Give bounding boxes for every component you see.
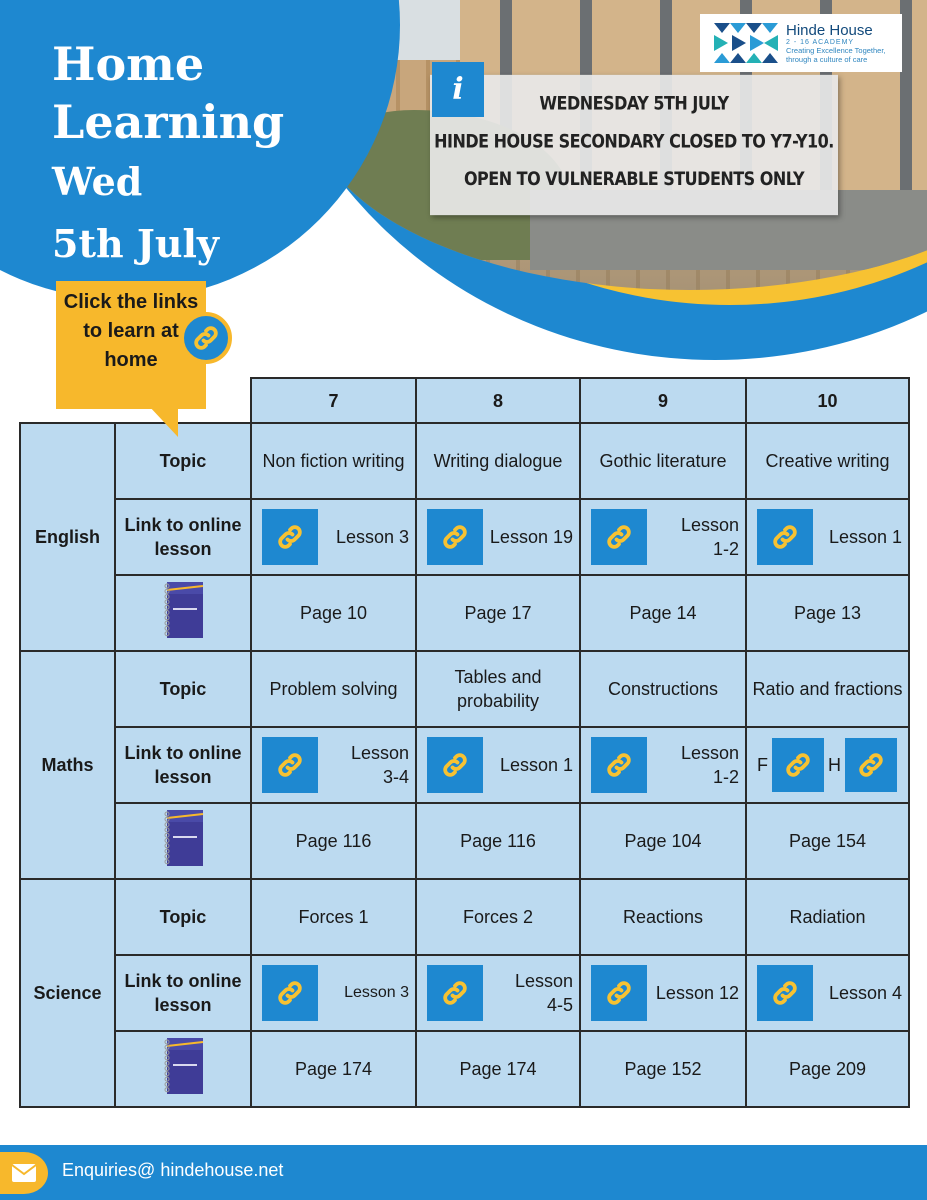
title-line-2: Learning	[52, 95, 285, 149]
topic-cell	[579, 650, 747, 728]
topic-cell	[579, 878, 747, 956]
lesson-link-cell	[250, 498, 417, 576]
link-icon[interactable]	[591, 737, 647, 793]
topic-cell	[250, 878, 417, 956]
book-icon	[161, 1036, 205, 1102]
callout-text: Click the links to learn at home	[63, 291, 199, 371]
page-title	[52, 35, 284, 275]
year-header	[745, 377, 910, 424]
year-header	[579, 377, 747, 424]
page-cell	[250, 574, 417, 652]
link-label-cell	[114, 498, 252, 576]
topic-text: Reactions	[622, 907, 704, 927]
topic-cell	[745, 650, 910, 728]
subject-name: Maths	[41, 755, 94, 775]
link-icon[interactable]	[262, 965, 318, 1021]
lesson-label: Lesson 3	[335, 527, 409, 547]
lesson-label: Lesson 1	[499, 755, 573, 775]
logo-tagline-1: Creating Excellence Together,	[786, 46, 886, 55]
topic-cell	[250, 422, 417, 500]
mail-icon	[0, 1152, 48, 1194]
page-ref: Page 17	[464, 603, 532, 623]
topic-label-cell	[114, 650, 252, 728]
lesson-label: Lesson 12	[655, 983, 739, 1003]
topic-text: Ratio and fractions	[752, 679, 903, 699]
subject-cell	[19, 650, 116, 880]
link-icon[interactable]	[427, 737, 483, 793]
lesson-label: Lesson 4-5	[514, 971, 573, 1015]
lesson-link-cell	[579, 498, 747, 576]
page-cell	[250, 1030, 417, 1108]
lesson-link-cell	[415, 954, 581, 1032]
notice-line-1: WEDNESDAY 5TH JULY	[539, 92, 729, 114]
lesson-label: Lesson 19	[489, 527, 573, 547]
lesson-link-cell	[745, 726, 910, 804]
topic-cell	[415, 878, 581, 956]
higher-label: H	[828, 755, 841, 775]
page-cell	[250, 802, 417, 880]
topic-cell	[579, 422, 747, 500]
closure-notice	[430, 75, 838, 215]
topic-cell	[745, 878, 910, 956]
lesson-link-cell	[415, 726, 581, 804]
lesson-label: Lesson 1-2	[680, 515, 739, 559]
topic-text: Non fiction writing	[262, 451, 405, 471]
topic-cell	[415, 422, 581, 500]
year-label: 9	[657, 390, 668, 411]
topic-text: Forces 2	[462, 907, 534, 927]
page-ref: Page 14	[629, 603, 697, 623]
link-icon[interactable]	[591, 965, 647, 1021]
logo-tagline-2: through a culture of care	[786, 55, 868, 64]
link-icon[interactable]	[262, 737, 318, 793]
link-label: Link to online lesson	[124, 743, 242, 787]
lesson-link-cell	[579, 954, 747, 1032]
lesson-label: Lesson 1-2	[680, 743, 739, 787]
topic-text: Constructions	[607, 679, 719, 699]
lesson-link-cell	[250, 726, 417, 804]
logo-icon	[714, 23, 778, 63]
year-header	[415, 377, 581, 424]
topic-cell	[250, 650, 417, 728]
lesson-label: Lesson 3-4	[350, 743, 409, 787]
page-ref: Page 154	[788, 831, 867, 851]
enquiries-email[interactable]: Enquiries@ hindehouse.net	[62, 1160, 284, 1180]
link-icon[interactable]	[427, 509, 483, 565]
page-ref: Page 116	[460, 831, 536, 851]
logo-name: Hinde House	[786, 22, 873, 39]
link-label-cell	[114, 954, 252, 1032]
info-icon: i	[432, 62, 484, 117]
page-ref: Page 10	[299, 603, 368, 623]
title-line-4: 5th July	[52, 221, 219, 266]
lesson-link-cell	[415, 498, 581, 576]
callout-tail	[148, 405, 178, 437]
book-cell	[114, 802, 252, 880]
book-icon	[161, 580, 205, 646]
subject-cell	[19, 422, 116, 652]
subject-cell	[19, 878, 116, 1108]
logo-sub: 2 - 16 ACADEMY	[786, 39, 855, 46]
foundation-label: F	[757, 755, 768, 775]
book-cell	[114, 574, 252, 652]
subject-name: English	[34, 527, 100, 547]
page-ref: Page 174	[459, 1059, 537, 1079]
lesson-label: Lesson 4	[828, 983, 902, 1003]
topic-text: Tables and probability	[454, 667, 542, 711]
page-cell	[745, 1030, 910, 1108]
page-cell	[415, 574, 581, 652]
page-cell	[745, 574, 910, 652]
link-icon[interactable]	[845, 738, 897, 792]
page-cell	[415, 802, 581, 880]
lesson-label: Lesson 3	[344, 984, 409, 1001]
link-icon[interactable]	[772, 738, 824, 792]
year-header	[250, 377, 417, 424]
link-label: Link to online lesson	[124, 971, 242, 1015]
page-cell	[579, 1030, 747, 1108]
page-cell	[579, 574, 747, 652]
notice-line-3: OPEN TO VULNERABLE STUDENTS ONLY	[463, 168, 805, 190]
lesson-link-cell	[745, 498, 910, 576]
book-cell	[114, 1030, 252, 1108]
link-icon[interactable]	[757, 965, 813, 1021]
topic-label-cell	[114, 422, 252, 500]
page-ref: Page 13	[793, 603, 862, 623]
topic-text: Radiation	[789, 907, 866, 927]
page-ref: Page 152	[624, 1059, 702, 1079]
page-cell	[745, 802, 910, 880]
link-icon	[180, 312, 232, 364]
page-ref: Page 116	[295, 831, 372, 851]
page-ref: Page 104	[624, 831, 702, 851]
year-label: 7	[328, 390, 339, 411]
link-icon[interactable]	[757, 509, 813, 565]
year-label: 8	[492, 390, 503, 411]
topic-text: Creative writing	[765, 451, 890, 471]
lesson-link-cell	[745, 954, 910, 1032]
subject-name: Science	[33, 983, 102, 1003]
topic-label: Topic	[159, 907, 207, 927]
lesson-link-cell	[579, 726, 747, 804]
school-logo	[700, 14, 902, 72]
topic-text: Gothic literature	[599, 451, 727, 471]
lesson-label: Lesson 1	[828, 527, 902, 547]
lesson-link-cell	[250, 954, 417, 1032]
topic-cell	[745, 422, 910, 500]
book-icon	[161, 808, 205, 874]
page-cell	[579, 802, 747, 880]
topic-text: Writing dialogue	[433, 451, 563, 471]
topic-text: Problem solving	[269, 679, 398, 699]
page-ref: Page 209	[788, 1059, 867, 1079]
page-ref: Page 174	[294, 1059, 373, 1079]
notice-line-2: HINDE HOUSE SECONDARY CLOSED TO Y7-Y10.	[434, 130, 834, 152]
link-label: Link to online lesson	[124, 515, 242, 559]
year-label: 10	[817, 390, 838, 411]
title-line-3: Wed	[52, 159, 143, 204]
link-icon[interactable]	[591, 509, 647, 565]
topic-label-cell	[114, 878, 252, 956]
link-label-cell	[114, 726, 252, 804]
topic-cell	[415, 650, 581, 728]
topic-label: Topic	[159, 679, 207, 699]
topic-text: Forces 1	[298, 907, 369, 927]
page-cell	[415, 1030, 581, 1108]
title-line-1: Home	[52, 37, 205, 91]
topic-label: Topic	[159, 451, 207, 471]
link-icon[interactable]	[262, 509, 318, 565]
link-icon[interactable]	[427, 965, 483, 1021]
